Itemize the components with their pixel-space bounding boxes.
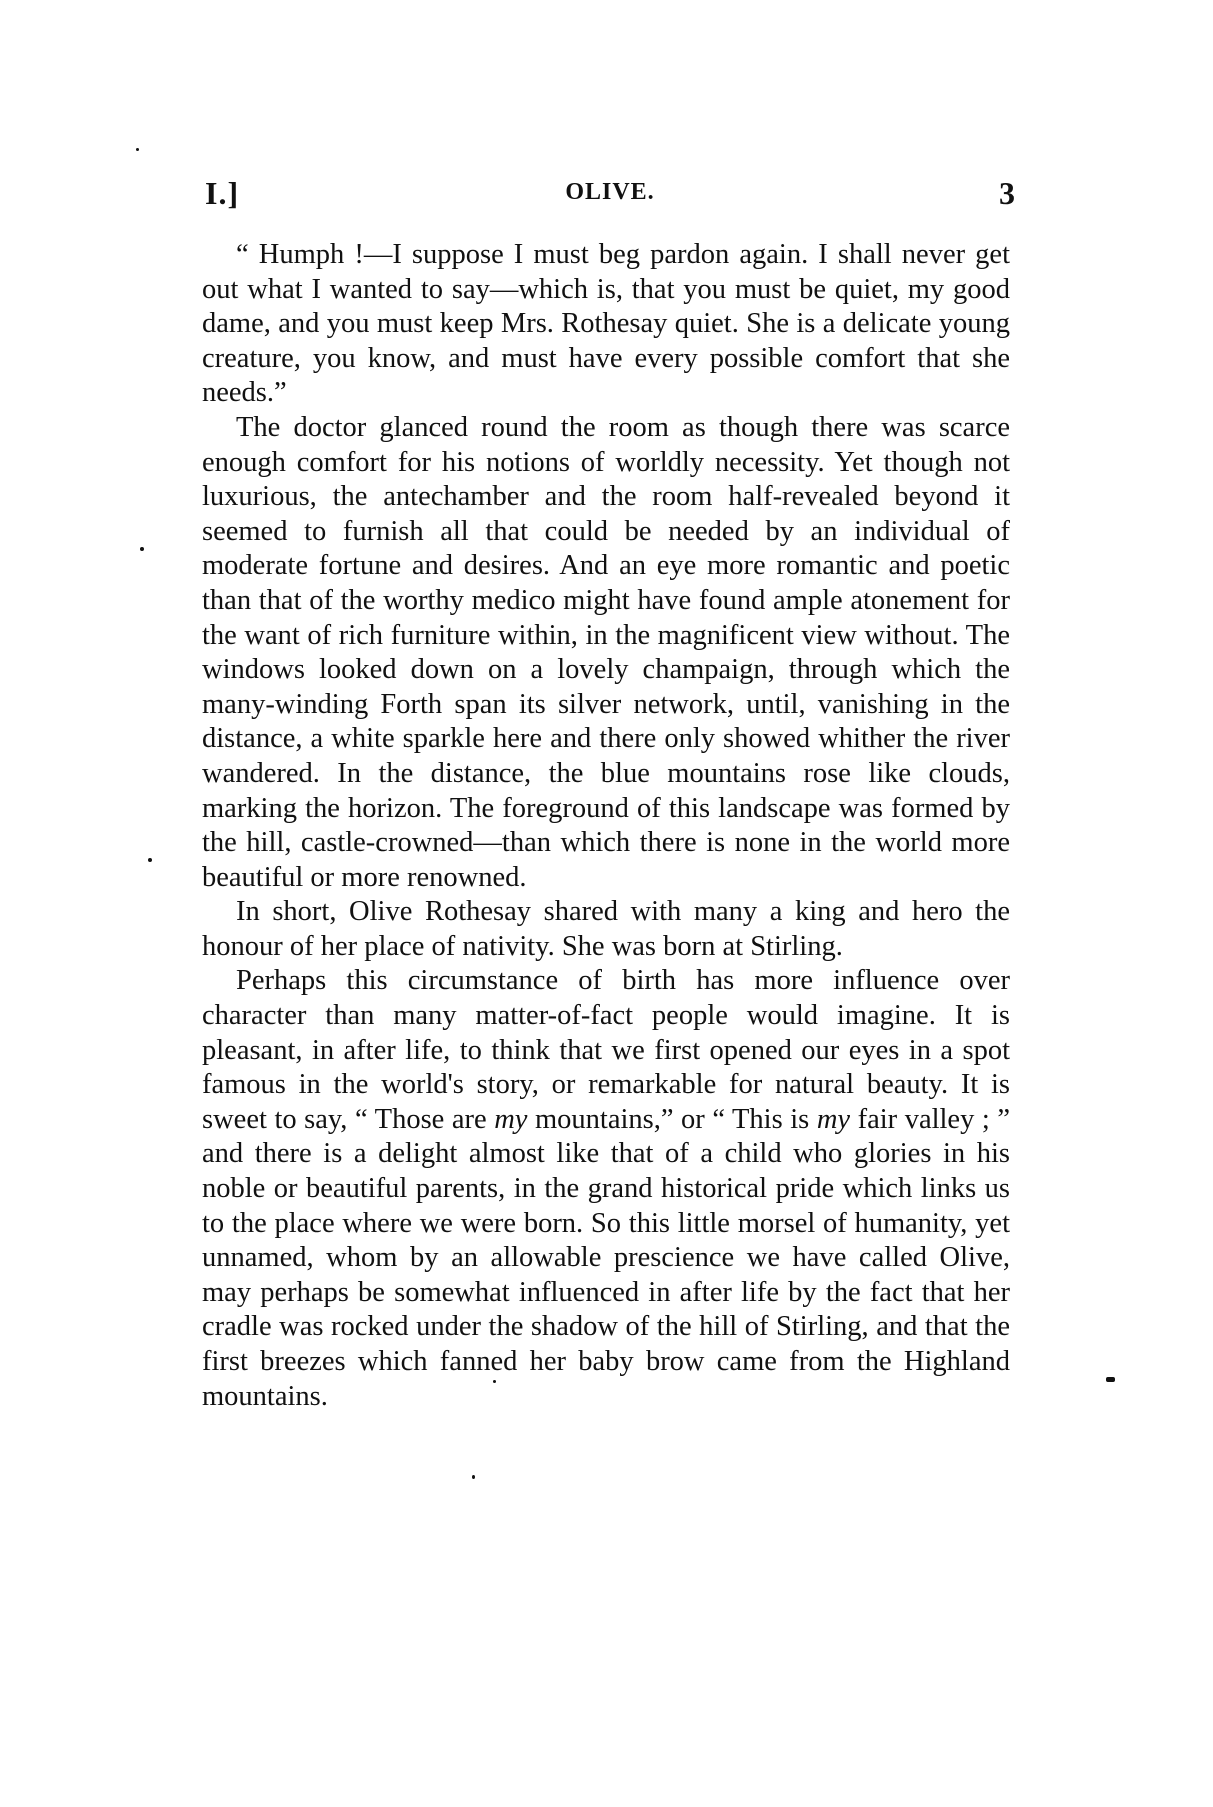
chapter-marker: I.]: [205, 175, 240, 211]
scan-speck: [136, 148, 139, 151]
page-header: [205, 175, 1015, 225]
paragraph-3: In short, Olive Rothesay shared with many a king and hero the honour of her place of nativity. She was born at Stirling.: [202, 896, 1010, 962]
scan-speck: [140, 547, 144, 551]
paragraph-4-part-2: mountains,” or “ This is: [527, 1103, 817, 1135]
paragraph-4-emphasis-1: my: [494, 1103, 528, 1135]
scan-speck: [472, 1475, 475, 1479]
paragraph-1: “ Humph !—I suppose I must beg pardon again. I shall never get out what I wanted to say—which is, that you must be quiet, my good dame, and you must keep Mrs. Rothesay quiet. She is a delicate young creature, you know, and must have every possible comfort that she needs.”: [202, 239, 1010, 409]
paragraph-4-emphasis-2: my: [816, 1103, 851, 1135]
paragraph-4-part-3: fair valley ; ” and there is a delight almost like that of a child who glories in his noble or beautiful parents, in the grand historical pride which links us to the place where we were born. So this little morsel of humanity, yet unnamed, whom by an allowable prescience we have called Olive, may perhaps be somewhat influenced in after life by the fact that her cradle was rocked under the shadow of the hill of Stirling, and that the first breezes which fanned her baby brow came from the Highland mountains.: [202, 1103, 1010, 1412]
scan-speck: [1106, 1377, 1115, 1382]
paragraph-4: [202, 964, 1010, 1414]
running-title: OLIVE.: [565, 179, 655, 205]
scan-speck: [493, 1380, 496, 1383]
scan-speck: [148, 858, 152, 862]
page-number: 3: [999, 175, 1015, 211]
paragraph-2: The doctor glanced round the room as though there was scarce enough comfort for his notions of worldly necessity. Yet though not luxurious, the antechamber and the room half-revealed beyond it seemed to furnish all that could be needed by an individual of moderate fortune and desires. And an eye more romantic and poetic than that of the worthy medico might have found ample atonement for the want of rich furniture within, in the magnificent view without. The windows looked down on a lovely champaign, through which the many-winding Forth span its silver network, until, vanishing in the distance, a white sparkle here and there only showed whither the river wandered. In the distance, the blue mountains rose like clouds, marking the horizon. The foreground of this landscape was formed by the hill, castle-crowned—than which there is none in the world more beautiful or more renowned.: [202, 411, 1010, 893]
paragraph-4-part-1: Perhaps this circumstance of birth has more influence over character than many matter-of-fact people would imagine. It is pleasant, in after life, to think that we first opened our eyes in a spot famous in the world's story, or remarkable for natural beauty. It is sweet to say, “ Those are: [202, 965, 1010, 1135]
body-text: [202, 238, 1010, 1414]
